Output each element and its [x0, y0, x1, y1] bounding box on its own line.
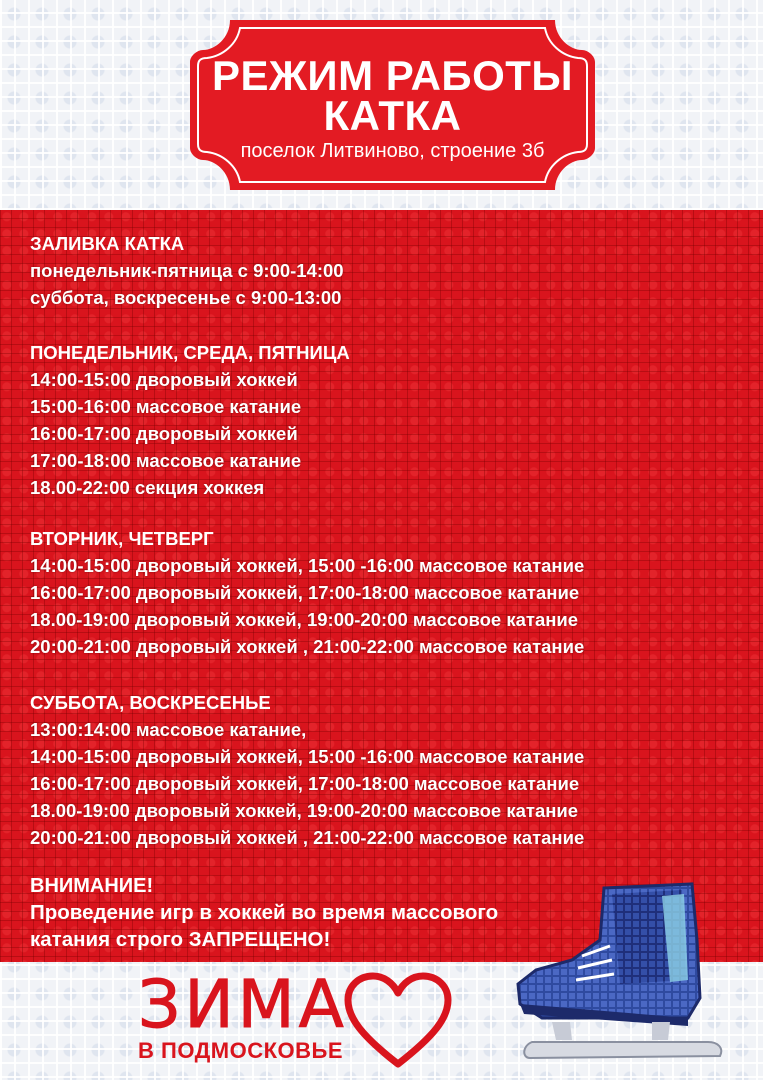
- section-sat-sun: [30, 689, 584, 851]
- address: поселок Литвиново, строение 3б: [240, 140, 545, 162]
- section-title: СУББОТА, ВОСКРЕСЕНЬЕ: [30, 692, 271, 713]
- page-title: [190, 52, 595, 139]
- schedule-line: 18.00-19:00 дворовый хоккей, 19:00-20:00 массовое катание: [30, 800, 579, 821]
- section-mon-wed-fri: [30, 339, 350, 501]
- heart-icon: [342, 972, 454, 1072]
- schedule-line: 15:00-16:00 массовое катание: [30, 396, 302, 417]
- winter-logo: [130, 966, 470, 1070]
- schedule-line: суббота, воскресенье с 9:00-13:00: [30, 287, 342, 308]
- schedule-line: 20:00-21:00 дворовый хоккей , 21:00-22:00 массовое катание: [30, 827, 585, 848]
- title-line-2: КАТКА: [323, 92, 462, 139]
- title-line-1: РЕЖИМ РАБОТЫ: [211, 52, 574, 99]
- schedule-line: 17:00-18:00 массовое катание: [30, 450, 302, 471]
- warning-line-1: Проведение игр в хоккей во время массового: [30, 901, 499, 924]
- schedule-line: 16:00-17:00 дворовый хоккей, 17:00-18:00 массовое катание: [30, 582, 580, 603]
- schedule-line: 16:00-17:00 дворовый хоккей: [30, 423, 298, 444]
- section-title: ЗАЛИВКА КАТКА: [30, 233, 185, 254]
- schedule-line: 14:00-15:00 дворовый хоккей, 15:00 -16:00 массовое катание: [30, 746, 585, 767]
- ice-skate-icon: [512, 880, 732, 1070]
- schedule-line: 14:00-15:00 дворовый хоккей: [30, 369, 298, 390]
- schedule-line: 18.00-22:00 секция хоккея: [30, 477, 265, 498]
- section-tue-thu: [30, 525, 584, 660]
- schedule-line: понедельник-пятница с 9:00-14:00: [30, 260, 344, 281]
- logo-subtitle: В ПОДМОСКОВЬЕ: [138, 1038, 344, 1063]
- schedule-line: 13:00:14:00 массовое катание,: [30, 719, 307, 740]
- logo-word: ЗИМА: [138, 966, 348, 1043]
- warning-line-2: [30, 926, 498, 953]
- schedule-line: 20:00-21:00 дворовый хоккей , 21:00-22:00 массовое катание: [30, 636, 585, 657]
- schedule-line: 18.00-19:00 дворовый хоккей, 19:00-20:00 массовое катание: [30, 609, 579, 630]
- section-title: ВТОРНИК, ЧЕТВЕРГ: [30, 528, 214, 549]
- warning-line-2-text: катания строго: [30, 928, 189, 951]
- header-plaque: [190, 20, 595, 190]
- section-ice-resurfacing: [30, 230, 344, 311]
- schedule-line: 16:00-17:00 дворовый хоккей, 17:00-18:00 массовое катание: [30, 773, 580, 794]
- section-title: ПОНЕДЕЛЬНИК, СРЕДА, ПЯТНИЦА: [30, 342, 350, 363]
- warning-title: ВНИМАНИЕ!: [30, 875, 154, 897]
- schedule-line: 14:00-15:00 дворовый хоккей, 15:00 -16:00 массовое катание: [30, 555, 585, 576]
- warning-emphasis: ЗАПРЕЩЕНО!: [188, 928, 331, 951]
- warning-notice: [30, 873, 498, 953]
